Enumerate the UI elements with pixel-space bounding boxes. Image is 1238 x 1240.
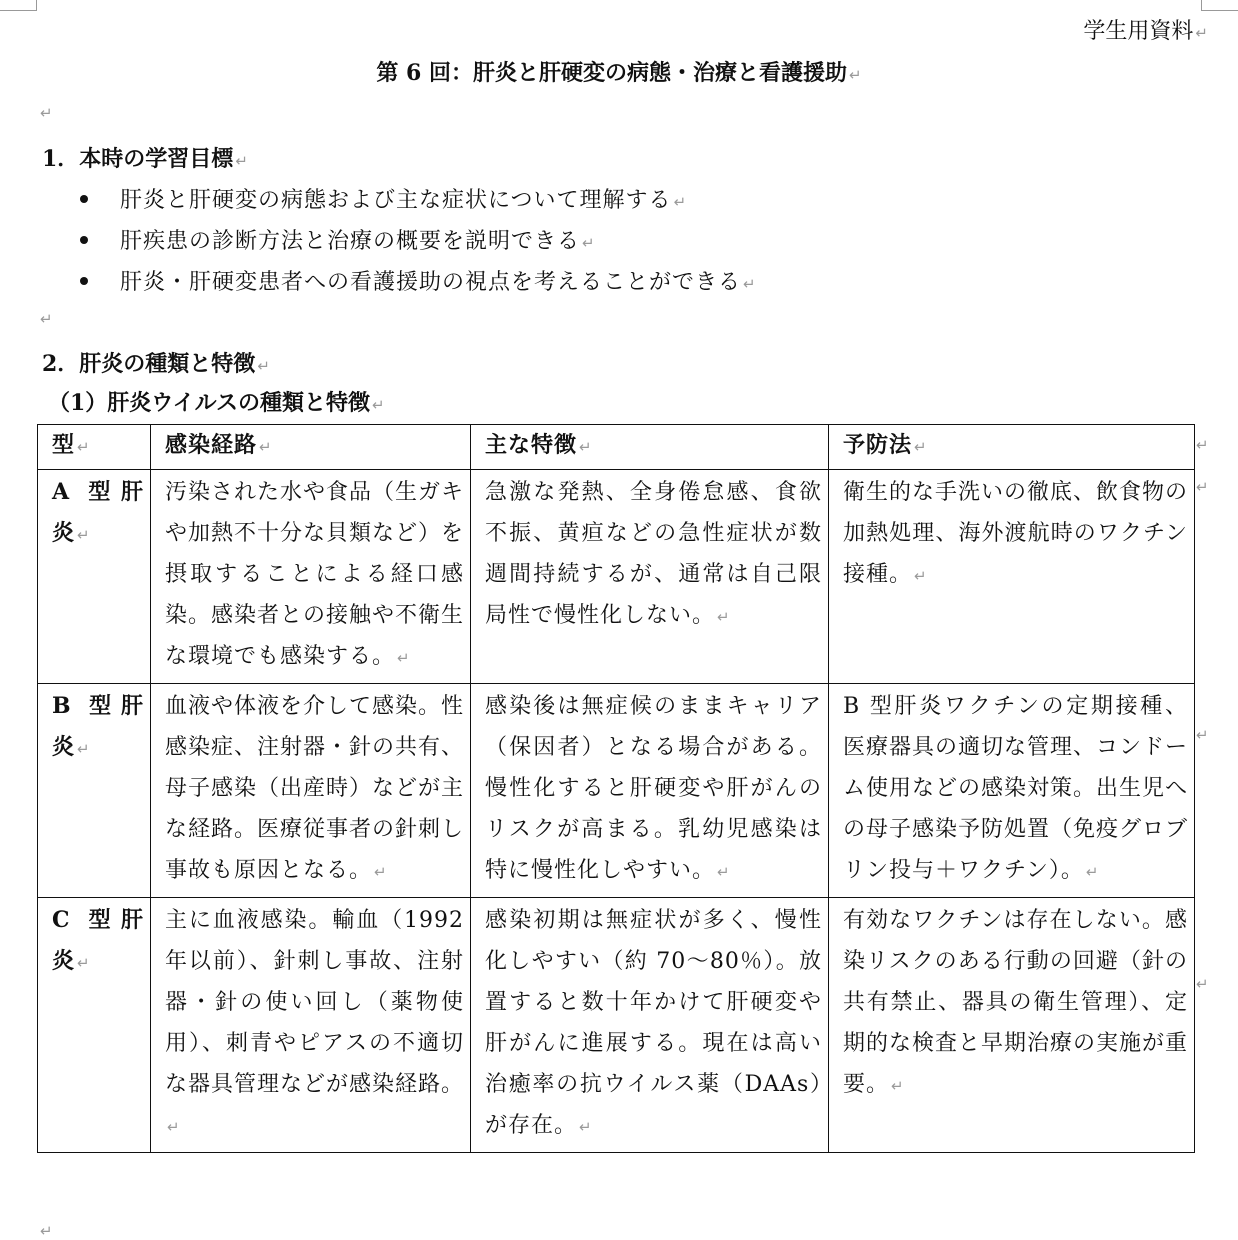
bullet-icon bbox=[80, 195, 88, 203]
cell-mark-icon: ↵ bbox=[717, 608, 731, 626]
cell-mark-icon: ↵ bbox=[77, 438, 91, 456]
empty-paragraph-mark: ↵ bbox=[40, 310, 53, 328]
column-header-type: 型 ↵ bbox=[38, 425, 151, 470]
paragraph-mark-icon: ↵ bbox=[849, 66, 862, 84]
cell-features: 急激な発熱、全身倦怠感、食欲不振、黄疸などの急性症状が数週間持続するが、通常は自己限局性で慢性化しない。 ↵ bbox=[471, 470, 829, 684]
table-row bbox=[38, 684, 1195, 898]
cell-mark-icon: ↵ bbox=[77, 526, 91, 544]
section2-heading: 2．肝炎の種類と特徴 ↵ bbox=[42, 351, 270, 377]
empty-paragraph-mark: ↵ bbox=[40, 104, 53, 122]
page-title: 第 6 回：肝炎と肝硬変の病態・治療と看護援助 ↵ bbox=[376, 60, 862, 86]
cell-route: 血液や体液を介して感染。性感染症、注射器・針の共有、母子感染（出産時）などが主な経路。医療従事者の針刺し事故も原因となる。 ↵ bbox=[151, 684, 471, 898]
paragraph-mark-icon: ↵ bbox=[582, 234, 596, 252]
cell-mark-icon: ↵ bbox=[167, 1118, 181, 1136]
page-corner-mark-right bbox=[1201, 0, 1238, 11]
cell-mark-icon: ↵ bbox=[914, 567, 928, 585]
paragraph-mark-icon: ↵ bbox=[1195, 24, 1208, 42]
cell-mark-icon: ↵ bbox=[914, 438, 928, 456]
section2-subheading: （1）肝炎ウイルスの種類と特徴 ↵ bbox=[48, 390, 385, 416]
paragraph-mark-icon: ↵ bbox=[743, 275, 757, 293]
cell-route: 主に血液感染。輸血（1992 年以前）、針刺し事故、注射器・針の使い回し（薬物使用）、刺青やピアスの不適切な器具管理などが感染経路。↵ bbox=[151, 898, 471, 1153]
row-end-mark-icon: ↵ bbox=[1196, 478, 1209, 496]
column-header-prevention: 予防法 ↵ bbox=[829, 425, 1195, 470]
row-end-mark-icon: ↵ bbox=[1196, 436, 1209, 454]
cell-mark-icon: ↵ bbox=[579, 438, 593, 456]
bullet-icon bbox=[80, 236, 88, 244]
cell-mark-icon: ↵ bbox=[77, 954, 91, 972]
cell-prevention: 衛生的な手洗いの徹底、飲食物の加熱処理、海外渡航時のワクチン接種。 ↵ bbox=[829, 470, 1195, 684]
cell-mark-icon: ↵ bbox=[397, 649, 411, 667]
goal-item: 肝炎・肝硬変患者への看護援助の視点を考えることができる ↵ bbox=[80, 265, 757, 296]
cell-features: 感染初期は無症状が多く、慢性化しやすい（約 70～80％）。放置すると数十年かけて肝硬変や肝がんに進展する。現在は高い治癒率の抗ウイルス薬（DAAs）が存在。 ↵ bbox=[471, 898, 829, 1153]
goal-item: 肝疾患の診断方法と治療の概要を説明できる ↵ bbox=[80, 224, 596, 255]
paragraph-mark-icon: ↵ bbox=[257, 357, 270, 375]
cell-mark-icon: ↵ bbox=[891, 1077, 905, 1095]
column-header-route: 感染経路 ↵ bbox=[151, 425, 471, 470]
paragraph-mark-icon: ↵ bbox=[673, 193, 688, 211]
cell-route: 汚染された水や食品（生ガキや加熱不十分な貝類など）を摂取することによる経口感染。感染者との接触や不衛生な環境でも感染する。 ↵ bbox=[151, 470, 471, 684]
bullet-icon bbox=[80, 277, 88, 285]
cell-type: B 型肝炎 ↵ bbox=[38, 684, 151, 898]
cell-type: C 型肝炎 ↵ bbox=[38, 898, 151, 1153]
column-header-features: 主な特徴 ↵ bbox=[471, 425, 829, 470]
cell-mark-icon: ↵ bbox=[259, 438, 273, 456]
page-corner-mark-left bbox=[0, 0, 37, 11]
cell-type: A 型肝炎 ↵ bbox=[38, 470, 151, 684]
table-header-row bbox=[38, 425, 1195, 470]
hepatitis-virus-table bbox=[37, 424, 1195, 1153]
header-label: 学生用資料 ↵ bbox=[1083, 19, 1208, 44]
cell-prevention: B 型肝炎ワクチンの定期接種、医療器具の適切な管理、コンドーム使用などの感染対策。出生児への母子感染予防処置（免疫グロブリン投与＋ワクチン）。 ↵ bbox=[829, 684, 1195, 898]
row-end-mark-icon: ↵ bbox=[1196, 975, 1209, 993]
cell-mark-icon: ↵ bbox=[717, 863, 731, 881]
goal-item: 肝炎と肝硬変の病態および主な症状について理解する ↵ bbox=[80, 183, 687, 214]
section1-heading: 1．本時の学習目標 ↵ bbox=[42, 146, 248, 172]
paragraph-mark-icon: ↵ bbox=[372, 396, 385, 414]
empty-paragraph-mark: ↵ bbox=[40, 1222, 53, 1240]
paragraph-mark-icon: ↵ bbox=[235, 152, 248, 170]
table-row bbox=[38, 898, 1195, 1153]
cell-mark-icon: ↵ bbox=[1085, 863, 1100, 881]
cell-mark-icon: ↵ bbox=[374, 863, 388, 881]
cell-mark-icon: ↵ bbox=[579, 1118, 593, 1136]
table-row bbox=[38, 470, 1195, 684]
cell-features: 感染後は無症候のままキャリア（保因者）となる場合がある。慢性化すると肝硬変や肝がんのリスクが高まる。乳幼児感染は特に慢性化しやすい。 ↵ bbox=[471, 684, 829, 898]
cell-prevention: 有効なワクチンは存在しない。感染リスクのある行動の回避（針の共有禁止、器具の衛生管理）、定期的な検査と早期治療の実施が重要。 ↵ bbox=[829, 898, 1195, 1153]
row-end-mark-icon: ↵ bbox=[1196, 726, 1209, 744]
cell-mark-icon: ↵ bbox=[77, 740, 91, 758]
